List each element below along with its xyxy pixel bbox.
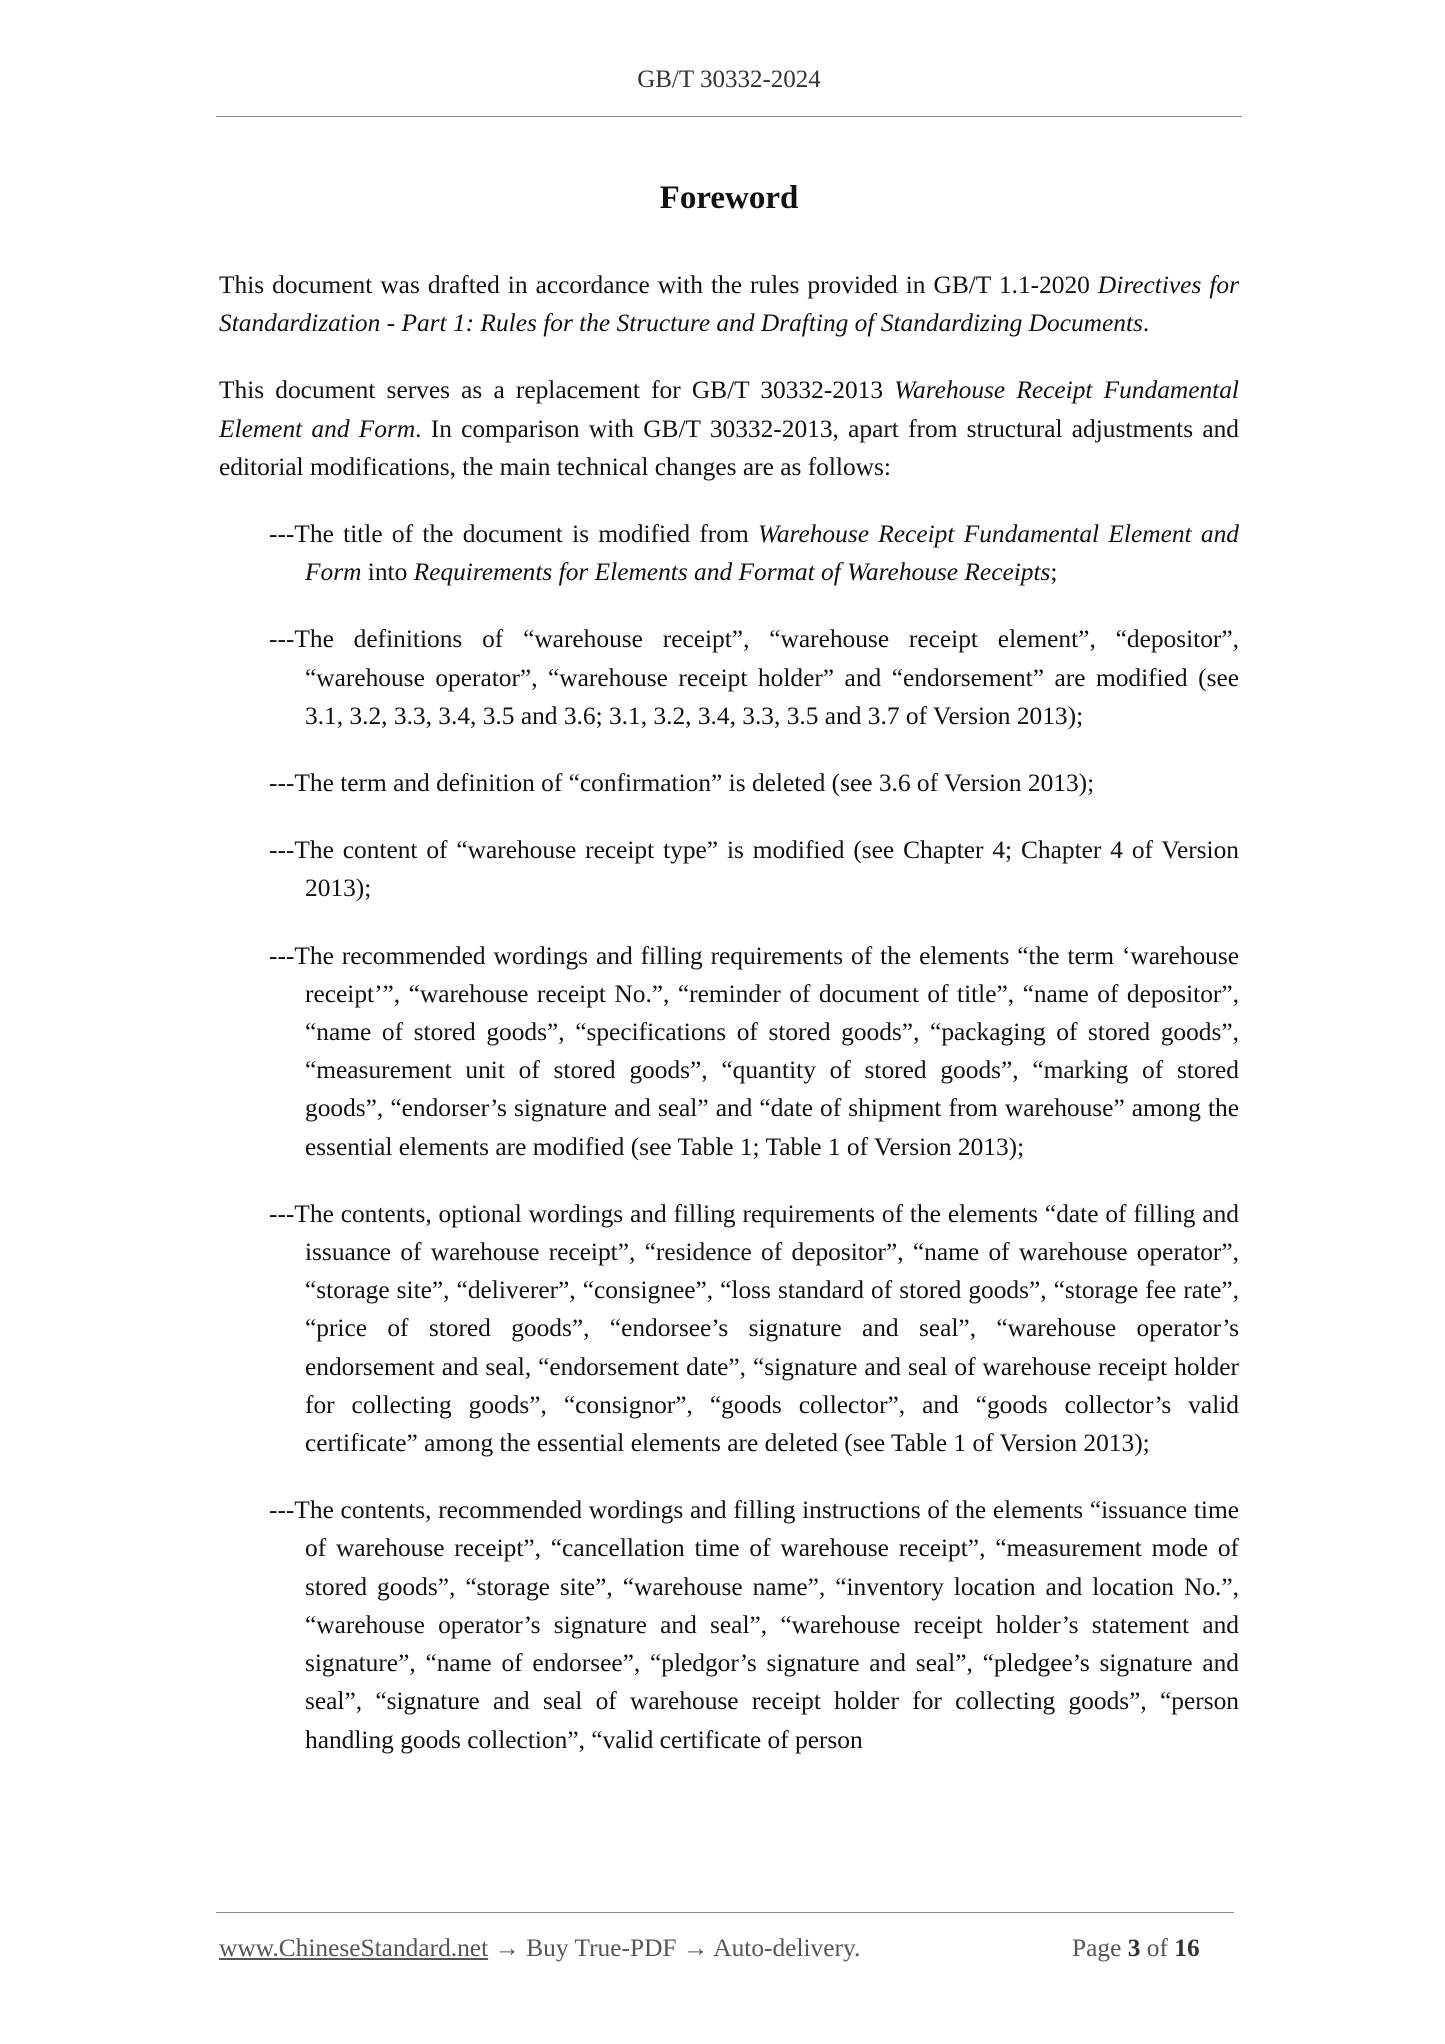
arrow-right-icon: → (682, 1934, 709, 1962)
change-item-wordings-modified: ---The recommended wordings and filling requirements of the elements “the term ‘warehouse receipt’”, “warehouse receipt No.”, “reminder of document of title”, “name of depositor”, “name of stored goods”, “specifications of stored goods”, “packaging of stored goods”, “measurement unit of stored goods”, “quantity of stored goods”, “marking of stored goods”, “endorser’s signature and seal” and “date of shipment from warehouse” among the essential elements are modified (see Table 1; Table 1 of Version 2013); (269, 941, 1239, 1161)
current-page: 3 (1127, 1934, 1141, 1962)
paragraph-drafting-rules: This document was drafted in accordance with the rules provided in GB/T 1.1-2020 Directives for Standardization - Part 1: Rules for the Structure and Drafting of Standardizing Documents. (219, 271, 1239, 338)
paragraph-replacement: This document serves as a replacement for GB/T 30332-2013 Warehouse Receipt Fundamental Element and Form. In comparison with GB/T 30332-2013, apart from structural adjustments and editorial modifications, the main technical changes are as follows: (219, 376, 1239, 481)
buy-text: Buy True-PDF (526, 1934, 677, 1962)
change-item-confirmation: ---The term and definition of “confirmation” is deleted (see 3.6 of Version 2013); (269, 769, 1095, 798)
change-item-elements-deleted: ---The contents, optional wordings and filling requirements of the elements “date of filling and issuance of warehouse receipt”, “residence of depositor”, “name of warehouse operator”, “storage site”, “deliverer”, “consignee”, “loss standard of stored goods”, “storage fee rate”, “price of stored goods”, “endorsee’s signature and seal”, “warehouse operator’s endorsement and seal, “endorsement date”, “signature and seal of warehouse receipt holder for collecting goods”, “consignor”, “goods collector”, and “goods collector’s valid certificate” among the essential elements are deleted (see Table 1 of Version 2013); (269, 1199, 1239, 1458)
page-indicator: Page 3 of 16 (1072, 1934, 1200, 1962)
footer-divider (216, 1912, 1234, 1913)
site-link[interactable]: www.ChineseStandard.net (219, 1934, 489, 1962)
footer-promo (219, 1934, 860, 1963)
running-header: GB/T 30332-2024 (637, 66, 821, 93)
header-divider (216, 116, 1242, 117)
delivery-text: Auto-delivery. (713, 1934, 861, 1962)
change-item-receipt-type: ---The content of “warehouse receipt type” is modified (see Chapter 4; Chapter 4 of Version 2013); (269, 836, 1239, 903)
change-item-definitions: ---The definitions of “warehouse receipt”, “warehouse receipt element”, “depositor”, “warehouse operator”, “warehouse receipt holder” and “endorsement” are modified (see 3.1, 3.2, 3.3, 3.4, 3.5 and 3.6; 3.1, 3.2, 3.4, 3.3, 3.5 and 3.7 of Version 2013); (269, 625, 1239, 730)
reference-title: Warehouse Receipt Fundamental Element and Form (219, 376, 1239, 443)
document-body (219, 266, 1239, 1788)
change-item-elements-added: ---The contents, recommended wordings and filling instructions of the elements “issuance time of warehouse receipt”, “cancellation time of warehouse receipt”, “measurement mode of stored goods”, “storage site”, “warehouse name”, “inventory location and location No.”, “warehouse operator’s signature and seal”, “warehouse receipt holder’s statement and signature”, “name of endorsee”, “pledgor’s signature and seal”, “pledgee’s signature and seal”, “signature and seal of warehouse receipt holder for collecting goods”, “person handling goods collection”, “valid certificate of person (269, 1496, 1239, 1754)
page-title: Foreword (659, 180, 799, 216)
change-item-title: ---The title of the document is modified from Warehouse Receipt Fundamental Element and Form into Requirements for Elements and Format of Warehouse Receipts; (269, 520, 1239, 587)
total-pages: 16 (1174, 1934, 1200, 1962)
arrow-right-icon: → (494, 1934, 520, 1962)
reference-title: Directives for Standardization - Part 1: Rules for the Structure and Drafting of Standardizing Documents (219, 271, 1239, 338)
